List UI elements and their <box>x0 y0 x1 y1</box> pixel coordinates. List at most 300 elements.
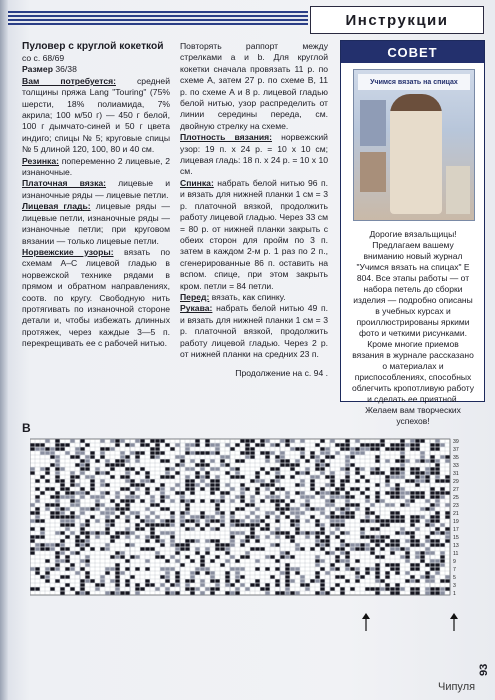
chart-cell <box>215 487 219 490</box>
chart-cell <box>315 563 319 566</box>
chart-cell <box>240 507 244 510</box>
chart-cell <box>265 471 269 474</box>
chart-cell <box>445 587 449 590</box>
chart-cell <box>190 479 194 482</box>
chart-cell <box>410 563 414 566</box>
chart-cell <box>90 451 94 454</box>
chart-cell <box>240 459 244 462</box>
chart-cell <box>245 487 249 490</box>
chart-cell <box>145 547 149 550</box>
chart-cell <box>345 543 349 546</box>
arrow-b <box>450 613 458 631</box>
chart-cell <box>235 571 239 574</box>
chart-cell <box>65 495 69 498</box>
chart-cell <box>130 467 134 470</box>
chart-cell <box>415 475 419 478</box>
norwegian-text: вязать по схемам А–С лицевой гладью в норвежской технике рядами в прямом и обратном направлениях, соотв. по кругу. Свободную нить протягивать по изнаночной стороне детали и, чтобы избежать длинных протяжек, через каждые 3—5 п. перекрещивать ее с рабочей нитью. <box>22 246 170 349</box>
chart-cell <box>345 447 349 450</box>
chart-cell <box>185 503 189 506</box>
chart-cell <box>45 507 49 510</box>
chart-cell <box>85 559 89 562</box>
chart-cell <box>100 479 104 482</box>
chart-cell <box>210 519 214 522</box>
chart-cell <box>430 567 434 570</box>
chart-cell <box>320 523 324 526</box>
chart-cell <box>245 447 249 450</box>
chart-cell <box>345 495 349 498</box>
chart-cell <box>170 519 174 522</box>
chart-cell <box>145 519 149 522</box>
chart-cell <box>180 563 184 566</box>
chart-cell <box>285 443 289 446</box>
chart-cell <box>210 587 214 590</box>
gauge-label: Плотность вязания: <box>180 132 272 143</box>
chart-cell <box>385 483 389 486</box>
chart-cell <box>315 443 319 446</box>
chart-cell <box>40 527 44 530</box>
chart-cell <box>340 515 344 518</box>
chart-cell <box>95 535 99 538</box>
chart-cell <box>275 507 279 510</box>
chart-cell <box>435 543 439 546</box>
chart-cell <box>150 499 154 502</box>
chart-cell <box>385 475 389 478</box>
chart-cell <box>340 487 344 490</box>
chart-cell <box>200 555 204 558</box>
chart-cell <box>360 467 364 470</box>
chart-cell <box>65 491 69 494</box>
chart-cell <box>100 451 104 454</box>
chart-cell <box>230 531 234 534</box>
chart-cell <box>335 515 339 518</box>
chart-cell <box>280 459 284 462</box>
chart-cell <box>295 523 299 526</box>
chart-cell <box>195 463 199 466</box>
chart-cell <box>215 511 219 514</box>
chart-cell <box>395 483 399 486</box>
chart-cell <box>430 551 434 554</box>
chart-cell <box>295 567 299 570</box>
chart-cell <box>130 495 134 498</box>
chart-cell <box>375 539 379 542</box>
chart-cell <box>295 511 299 514</box>
chart-cell <box>410 515 414 518</box>
chart-cell <box>430 503 434 506</box>
chart-cell <box>305 499 309 502</box>
chart-cell <box>410 587 414 590</box>
chart-cell <box>315 459 319 462</box>
chart-cell <box>385 563 389 566</box>
chart-cell <box>290 535 294 538</box>
chart-cell <box>375 543 379 546</box>
chart-cell <box>325 503 329 506</box>
chart-cell <box>110 567 114 570</box>
chart-cell <box>290 511 294 514</box>
chart-cell <box>160 531 164 534</box>
chart-cell <box>215 519 219 522</box>
chart-cell <box>70 519 74 522</box>
chart-cell <box>355 471 359 474</box>
chart-cell <box>425 475 429 478</box>
chart-cell <box>65 507 69 510</box>
chart-cell <box>90 547 94 550</box>
chart-cell <box>340 523 344 526</box>
row-label: 39 <box>453 439 459 445</box>
chart-cell <box>365 487 369 490</box>
chart-cell <box>80 447 84 450</box>
chart-cell <box>200 463 204 466</box>
front-paragraph <box>180 292 328 303</box>
chart-cell <box>350 447 354 450</box>
chart-cell <box>350 451 354 454</box>
chart-cell <box>320 511 324 514</box>
chart-cell <box>290 555 294 558</box>
materials-text: средней толщины пряжа Lang "Touring" (75% шерсти, 18% полиамида, 7% акрила; 100 м/50 г) — 450 г белой, 100 г дымчато-синей и 50 г цвета индиго; спицы № 5; круговые спицы № 5 длиной 120, 100, 80 и 40 см. <box>22 75 171 155</box>
row-label: 19 <box>453 519 459 525</box>
chart-cell <box>185 483 189 486</box>
chart-cell <box>325 551 329 554</box>
chart-cell <box>285 583 289 586</box>
chart-cell <box>330 439 334 442</box>
chart-cell <box>230 519 234 522</box>
chart-cell <box>440 479 444 482</box>
chart-cell <box>385 503 389 506</box>
chart-cell <box>105 507 109 510</box>
chart-cell <box>195 515 199 518</box>
chart-cell <box>380 539 384 542</box>
chart-cell <box>350 567 354 570</box>
chart-cell <box>445 579 449 582</box>
chart-cell <box>175 583 179 586</box>
chart-cell <box>35 499 39 502</box>
chart-cell <box>135 487 139 490</box>
chart-cell <box>290 579 294 582</box>
chart-cell <box>330 567 334 570</box>
chart-cell <box>440 455 444 458</box>
chart-cell <box>225 483 229 486</box>
chart-cell <box>210 575 214 578</box>
chart-cell <box>120 507 124 510</box>
chart-cell <box>390 471 394 474</box>
chart-cell <box>395 547 399 550</box>
chart-cell <box>275 459 279 462</box>
chart-cell <box>140 527 144 530</box>
chart-arrows <box>360 613 460 633</box>
chart-cell <box>445 491 449 494</box>
chart-cell <box>355 559 359 562</box>
chart-cell <box>60 511 64 514</box>
chart-cell <box>425 539 429 542</box>
chart-cell <box>145 479 149 482</box>
chart-cell <box>180 547 184 550</box>
chart-cell <box>285 459 289 462</box>
chart-cell <box>385 543 389 546</box>
chart-cell <box>235 475 239 478</box>
chart-cell <box>100 495 104 498</box>
chart-cell <box>225 591 229 594</box>
chart-cell <box>430 587 434 590</box>
chart-cell <box>150 447 154 450</box>
chart-cell <box>350 515 354 518</box>
chart-cell <box>240 555 244 558</box>
chart-cell <box>350 543 354 546</box>
chart-cell <box>355 479 359 482</box>
rib-label: Резинка: <box>22 155 59 166</box>
chart-cell <box>230 567 234 570</box>
chart-cell <box>410 467 414 470</box>
chart-cell <box>245 523 249 526</box>
chart-cell <box>405 443 409 446</box>
chart-cell <box>360 531 364 534</box>
chart-cell <box>30 535 34 538</box>
chart-cell <box>170 475 174 478</box>
chart-cell <box>265 455 269 458</box>
chart-cell <box>290 523 294 526</box>
chart-cell <box>335 559 339 562</box>
chart-cell <box>315 523 319 526</box>
chart-cell <box>145 567 149 570</box>
chart-cell <box>165 587 169 590</box>
chart-cell <box>245 503 249 506</box>
chart-cell <box>250 447 254 450</box>
chart-cell <box>155 439 159 442</box>
chart-cell <box>65 555 69 558</box>
chart-cell <box>425 523 429 526</box>
back-label: Спинка: <box>180 177 214 188</box>
chart-cell <box>125 519 129 522</box>
chart-cell <box>315 535 319 538</box>
chart-cell <box>185 443 189 446</box>
chart-cell <box>205 443 209 446</box>
chart-cell <box>55 463 59 466</box>
chart-cell <box>135 555 139 558</box>
chart-cell <box>310 507 314 510</box>
chart-cell <box>240 523 244 526</box>
chart-cell <box>440 491 444 494</box>
chart-cell <box>30 443 34 446</box>
chart-cell <box>85 543 89 546</box>
chart-cell <box>395 511 399 514</box>
chart-cell <box>105 571 109 574</box>
chart-cell <box>150 479 154 482</box>
chart-cell <box>380 471 384 474</box>
chart-cell <box>200 567 204 570</box>
page-number: 93 <box>478 663 490 676</box>
chart-cell <box>345 551 349 554</box>
chart-cell <box>410 523 414 526</box>
chart-cell <box>160 539 164 542</box>
chart-cell <box>175 455 179 458</box>
chart-cell <box>350 547 354 550</box>
chart-cell <box>45 571 49 574</box>
chart-cell <box>55 563 59 566</box>
chart-cell <box>70 587 74 590</box>
chart-cell <box>345 467 349 470</box>
chart-cell <box>395 591 399 594</box>
chart-cell <box>130 491 134 494</box>
chart-cell <box>60 495 64 498</box>
chart-cell <box>430 459 434 462</box>
chart-cell <box>255 579 259 582</box>
chart-cell <box>365 571 369 574</box>
chart-cell <box>255 547 259 550</box>
chart-cell <box>295 447 299 450</box>
chart-cell <box>440 523 444 526</box>
chart-cell <box>340 467 344 470</box>
chart-cell <box>285 463 289 466</box>
chart-cell <box>315 571 319 574</box>
chart-cell <box>160 495 164 498</box>
chart-cell <box>240 483 244 486</box>
chart-cell <box>385 459 389 462</box>
chart-cell <box>120 571 124 574</box>
chart-cell <box>375 535 379 538</box>
chart-cell <box>280 463 284 466</box>
chart-cell <box>110 499 114 502</box>
size-line <box>22 64 170 75</box>
chart-cell <box>45 503 49 506</box>
chart-cell <box>55 567 59 570</box>
chart-cell <box>275 591 279 594</box>
chart-cell <box>160 507 164 510</box>
chart-cell <box>300 471 304 474</box>
chart-cell <box>335 555 339 558</box>
chart-cell <box>405 551 409 554</box>
chart-cell <box>130 451 134 454</box>
chart-cell <box>340 559 344 562</box>
chart-cell <box>125 471 129 474</box>
chart-cell <box>80 491 84 494</box>
chart-cell <box>195 587 199 590</box>
chart-cell <box>215 583 219 586</box>
chart-cell <box>255 539 259 542</box>
chart-cell <box>125 487 129 490</box>
chart-cell <box>40 531 44 534</box>
chart-cell <box>45 479 49 482</box>
chart-cell <box>400 447 404 450</box>
chart-cell <box>160 543 164 546</box>
chart-cell <box>310 475 314 478</box>
chart-cell <box>390 547 394 550</box>
chart-cell <box>195 523 199 526</box>
chart-cell <box>230 487 234 490</box>
chart-cell <box>65 487 69 490</box>
chart-cell <box>130 575 134 578</box>
chart-cell <box>260 443 264 446</box>
chart-cell <box>225 463 229 466</box>
chart-cell <box>425 579 429 582</box>
chart-cell <box>140 547 144 550</box>
chart-cell <box>340 591 344 594</box>
chart-cell <box>280 591 284 594</box>
chart-cell <box>425 551 429 554</box>
chart-cell <box>345 555 349 558</box>
chart-cell <box>110 439 114 442</box>
chart-cell <box>355 487 359 490</box>
chart-cell <box>220 459 224 462</box>
chart-cell <box>85 455 89 458</box>
chart-cell <box>180 455 184 458</box>
chart-cell <box>35 511 39 514</box>
chart-cell <box>430 543 434 546</box>
chart-cell <box>120 551 124 554</box>
chart-cell <box>185 587 189 590</box>
chart-cell <box>220 491 224 494</box>
chart-cell <box>400 515 404 518</box>
chart-cell <box>80 487 84 490</box>
chart-cell <box>210 443 214 446</box>
chart-cell <box>365 519 369 522</box>
chart-cell <box>285 563 289 566</box>
chart-cell <box>150 455 154 458</box>
chart-cell <box>330 471 334 474</box>
magazine-cover-title: Учимся вязать на спицах <box>358 74 470 90</box>
chart-cell <box>320 471 324 474</box>
chart-cell <box>195 539 199 542</box>
chart-cell <box>315 575 319 578</box>
chart-cell <box>235 531 239 534</box>
chart-cell <box>45 575 49 578</box>
chart-cell <box>135 527 139 530</box>
chart-cell <box>320 467 324 470</box>
chart-cell <box>280 555 284 558</box>
chart-cell <box>240 575 244 578</box>
chart-cell <box>220 511 224 514</box>
chart-cell <box>215 443 219 446</box>
chart-cell <box>60 547 64 550</box>
chart-cell <box>405 479 409 482</box>
chart-cell <box>250 519 254 522</box>
chart-cell <box>120 451 124 454</box>
chart-cell <box>320 439 324 442</box>
chart-cell <box>410 495 414 498</box>
chart-cell <box>60 483 64 486</box>
chart-cell <box>435 479 439 482</box>
chart-cell <box>380 587 384 590</box>
chart-cell <box>420 575 424 578</box>
chart-cell <box>110 511 114 514</box>
chart-cell <box>400 451 404 454</box>
chart-cell <box>140 587 144 590</box>
chart-cell <box>50 447 54 450</box>
chart-cell <box>50 515 54 518</box>
chart-cell <box>40 543 44 546</box>
chart-cell <box>435 499 439 502</box>
chart-cell <box>65 535 69 538</box>
chart-cell <box>200 475 204 478</box>
chart-cell <box>415 491 419 494</box>
chart-cell <box>430 507 434 510</box>
chart-cell <box>115 575 119 578</box>
chart-cell <box>30 539 34 542</box>
chart-cell <box>70 483 74 486</box>
chart-cell <box>30 511 34 514</box>
chart-cell <box>200 459 204 462</box>
chart-cell <box>125 507 129 510</box>
chart-cell <box>60 515 64 518</box>
chart-cell <box>100 531 104 534</box>
chart-cell <box>430 519 434 522</box>
chart-cell <box>335 535 339 538</box>
chart-cell <box>150 523 154 526</box>
chart-cell <box>95 531 99 534</box>
chart-cell <box>235 559 239 562</box>
chart-cell <box>205 571 209 574</box>
chart-cell <box>340 443 344 446</box>
chart-cell <box>80 523 84 526</box>
chart-cell <box>345 503 349 506</box>
chart-cell <box>395 563 399 566</box>
